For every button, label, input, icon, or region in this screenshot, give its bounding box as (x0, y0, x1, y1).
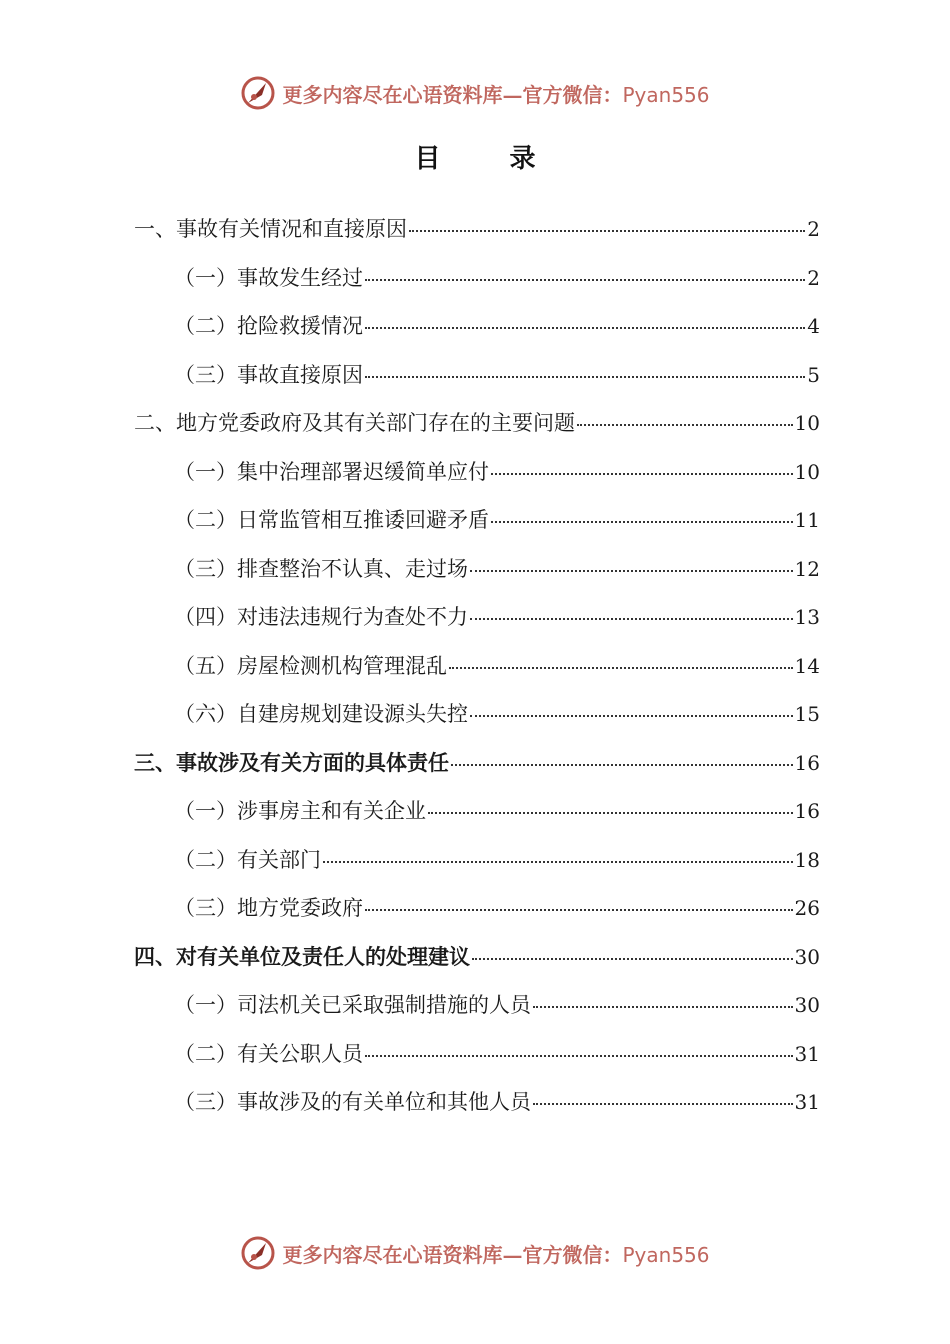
toc-subentry[interactable] (134, 836, 820, 885)
toc-page-number: 31 (794, 1090, 820, 1114)
dot-leader (470, 715, 793, 717)
dot-leader (491, 473, 793, 475)
dot-leader (470, 570, 793, 572)
toc-page-number: 26 (794, 896, 820, 920)
dot-leader (365, 909, 793, 911)
watermark-text: 更多内容尽在心语资料库—官方微信：Pyan556 (282, 1242, 710, 1267)
header-watermark (0, 73, 950, 113)
dot-leader (470, 618, 793, 620)
dot-leader (491, 521, 793, 523)
dot-leader (472, 958, 793, 960)
toc-entry[interactable] (134, 933, 820, 982)
toc-subentry[interactable] (134, 448, 820, 497)
toc-page-number: 2 (807, 217, 820, 241)
toc-page-number: 13 (794, 605, 820, 629)
page-title: 目 录 (414, 144, 566, 174)
toc-page-number: 30 (794, 993, 820, 1017)
toc-entry-label: （三）地方党委政府 (174, 896, 363, 920)
toc-page-number: 2 (807, 265, 820, 290)
toc-subentry[interactable] (134, 1030, 820, 1079)
quill-circle-icon (240, 1235, 276, 1271)
toc-page-number: 16 (794, 750, 820, 775)
toc-entry[interactable] (134, 399, 820, 448)
toc-entry-label: 一、事故有关情况和直接原因 (134, 217, 407, 241)
toc-page-number: 30 (794, 944, 820, 969)
toc-page-number: 16 (794, 799, 820, 823)
toc-page-number: 4 (807, 314, 820, 338)
toc-subentry[interactable] (134, 254, 820, 303)
toc-entry-label: 二、地方党委政府及其有关部门存在的主要问题 (134, 411, 575, 435)
quill-circle-icon (240, 75, 276, 111)
dot-leader (428, 812, 793, 814)
toc-subentry[interactable] (134, 787, 820, 836)
toc-entry-label: （三）排查整治不认真、走过场 (174, 556, 468, 581)
toc-subentry[interactable] (134, 884, 820, 933)
toc-page-number: 10 (794, 411, 820, 435)
toc-page-number: 5 (807, 362, 820, 387)
dot-leader (365, 376, 805, 378)
toc-page-number: 15 (794, 702, 820, 726)
toc-page-number: 18 (794, 847, 820, 872)
watermark-text: 更多内容尽在心语资料库—官方微信：Pyan556 (282, 82, 710, 107)
toc-entry[interactable] (134, 205, 820, 254)
toc-entry-label: 四、对有关单位及责任人的处理建议 (134, 944, 470, 969)
toc-subentry[interactable] (134, 302, 820, 351)
toc-entry-label: （一）事故发生经过 (174, 265, 363, 290)
dot-leader (577, 424, 793, 426)
toc-entry-label: （一）司法机关已采取强制措施的人员 (174, 993, 531, 1017)
toc-entry-label: （一）集中治理部署迟缓简单应付 (174, 459, 489, 484)
toc-entry-label: （五）房屋检测机构管理混乱 (174, 653, 447, 678)
toc-page-number: 31 (794, 1041, 820, 1066)
dot-leader (451, 764, 793, 766)
toc-entry-label: （二）有关部门 (174, 847, 321, 872)
dot-leader (323, 861, 793, 863)
toc-entry-label: （三）事故直接原因 (174, 362, 363, 387)
toc-entry[interactable] (134, 739, 820, 788)
table-of-contents (134, 205, 820, 1127)
toc-entry-label: （六）自建房规划建设源头失控 (174, 702, 468, 726)
toc-subentry[interactable] (134, 642, 820, 691)
toc-subentry[interactable] (134, 545, 820, 594)
toc-subentry[interactable] (134, 593, 820, 642)
toc-subentry[interactable] (134, 981, 820, 1030)
dot-leader (365, 327, 805, 329)
toc-page-number: 14 (794, 653, 820, 678)
toc-entry-label: （二）抢险救援情况 (174, 314, 363, 338)
toc-page-number: 11 (794, 508, 820, 532)
dot-leader (449, 667, 793, 669)
dot-leader (533, 1103, 793, 1105)
dot-leader (365, 1055, 793, 1057)
toc-entry-label: （一）涉事房主和有关企业 (174, 799, 426, 823)
toc-entry-label: （二）日常监管相互推诿回避矛盾 (174, 508, 489, 532)
dot-leader (365, 279, 805, 281)
dot-leader (409, 230, 805, 232)
dot-leader (533, 1006, 793, 1008)
toc-subentry[interactable] (134, 690, 820, 739)
toc-subentry[interactable] (134, 351, 820, 400)
toc-entry-label: （二）有关公职人员 (174, 1041, 363, 1066)
toc-entry-label: （四）对违法违规行为查处不力 (174, 605, 468, 629)
toc-subentry[interactable] (134, 1078, 820, 1127)
toc-entry-label: （三）事故涉及的有关单位和其他人员 (174, 1090, 531, 1114)
toc-page-number: 10 (794, 459, 820, 484)
toc-page-number: 12 (794, 556, 820, 581)
footer-watermark (0, 1233, 950, 1273)
toc-entry-label: 三、事故涉及有关方面的具体责任 (134, 750, 449, 775)
toc-subentry[interactable] (134, 496, 820, 545)
